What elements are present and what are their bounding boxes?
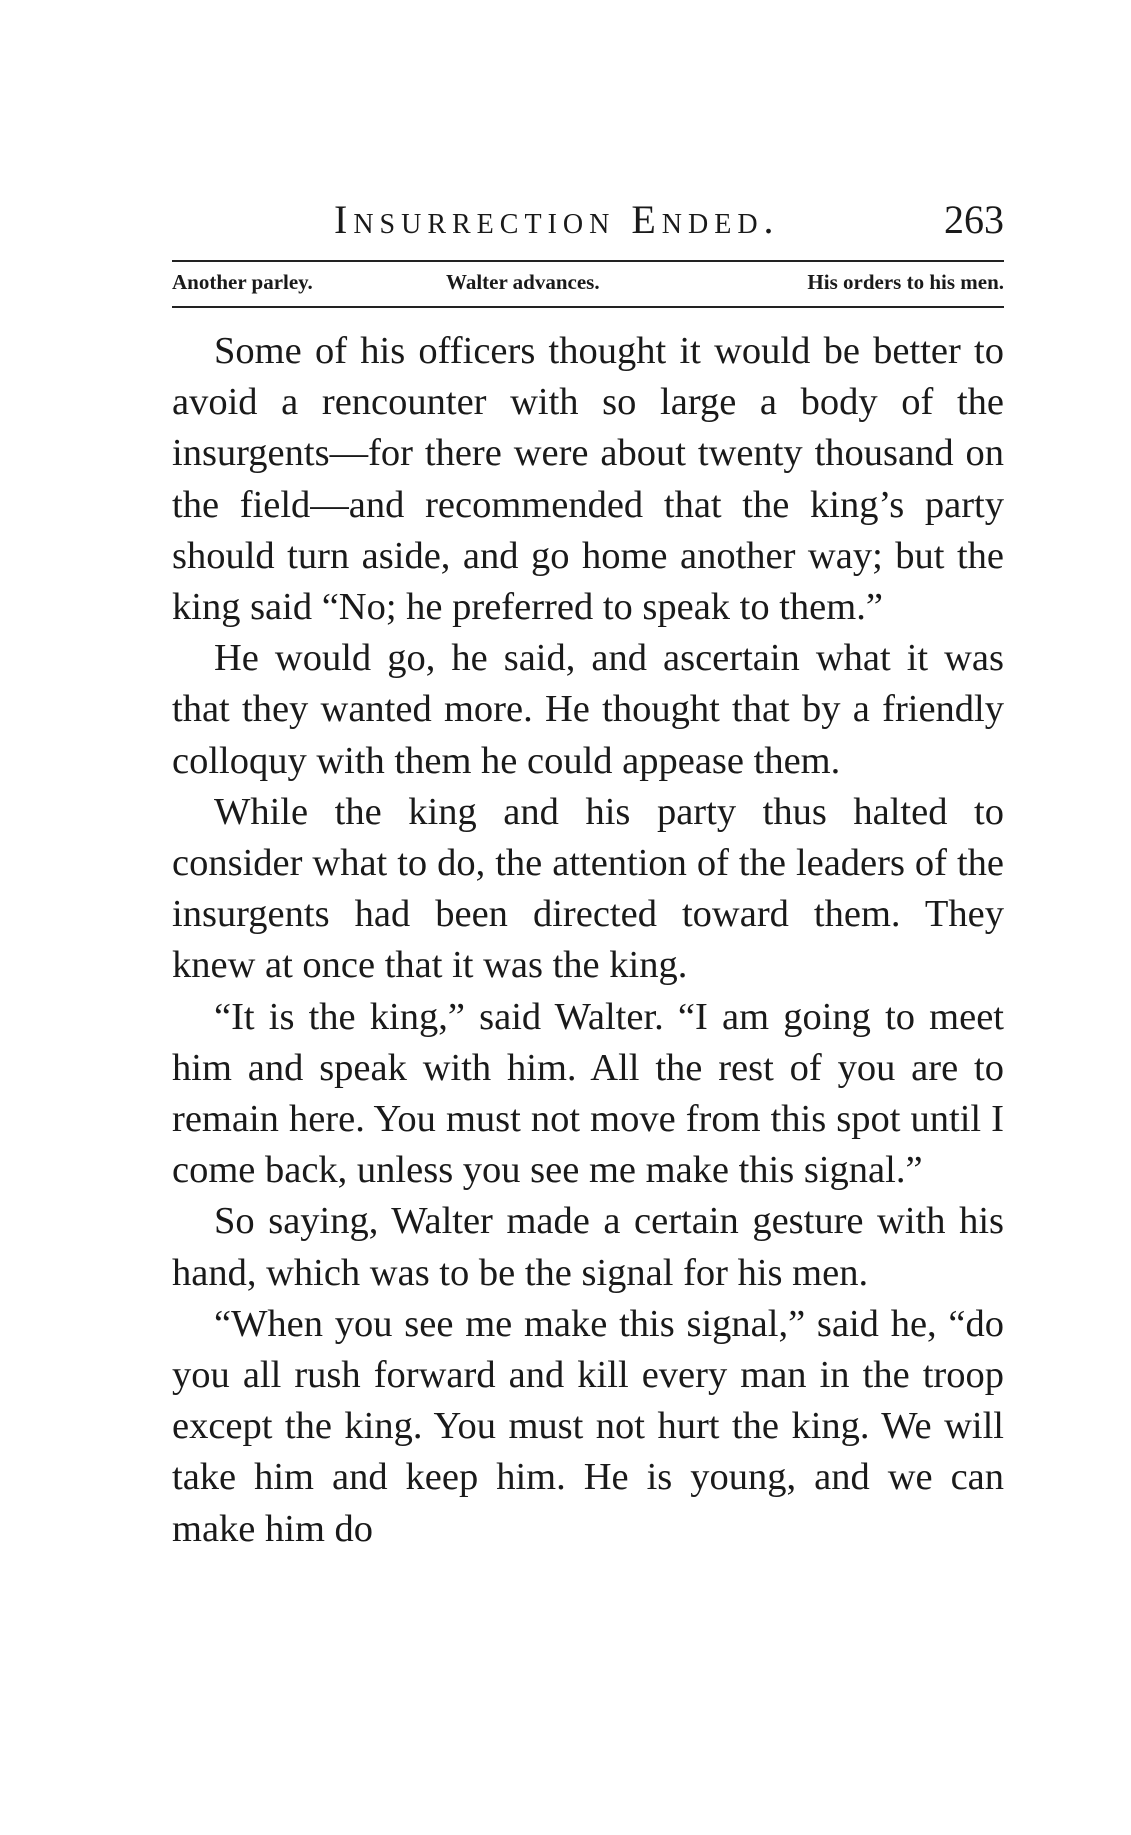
page-number: 263 [944, 197, 1004, 242]
paragraph: He would go, he said, and ascertain what it was that they wanted more. He thought that by a friendly colloquy with them he could appease them. [172, 637, 1004, 782]
marginal-summaries [172, 270, 1004, 300]
header-rule-bottom [172, 306, 1004, 308]
paragraph: Some of his officers thought it would be better to avoid a rencounter with so large a body of the insurgents—for there were about twenty thousand on the field—and recommended that the king’s party should turn aside, and go home another way; but the king said “No; he preferred to speak to them.” [172, 330, 1004, 629]
running-head [172, 196, 1004, 246]
paragraph: “When you see me make this signal,” said he, “do you all rush forward and kill every man in the troop except the king. You must not hurt the king. We will take him and keep him. He is young, and we can make him do [172, 1302, 1004, 1550]
paragraph: “It is the king,” said Walter. “I am going to meet him and speak with him. All the rest of you are to remain here. You must not move from this spot until I come back, unless you see me make this signal.” [172, 995, 1004, 1192]
paragraph: While the king and his party thus halted to consider what to do, the attention of the leaders of the insurgents had been directed toward them. They knew at once that it was the king. [172, 790, 1004, 987]
header-rule-top [172, 260, 1004, 262]
sidenote-orders-to-men: His orders to his men. [807, 270, 1004, 294]
running-title: Insurrection Ended. [334, 197, 780, 242]
sidenote-another-parley: Another parley. [172, 270, 313, 294]
sidenote-walter-advances: Walter advances. [446, 270, 600, 294]
body-text [172, 326, 1004, 1555]
paragraph: So saying, Walter made a certain gesture with his hand, which was to be the signal for his men. [172, 1200, 1004, 1294]
